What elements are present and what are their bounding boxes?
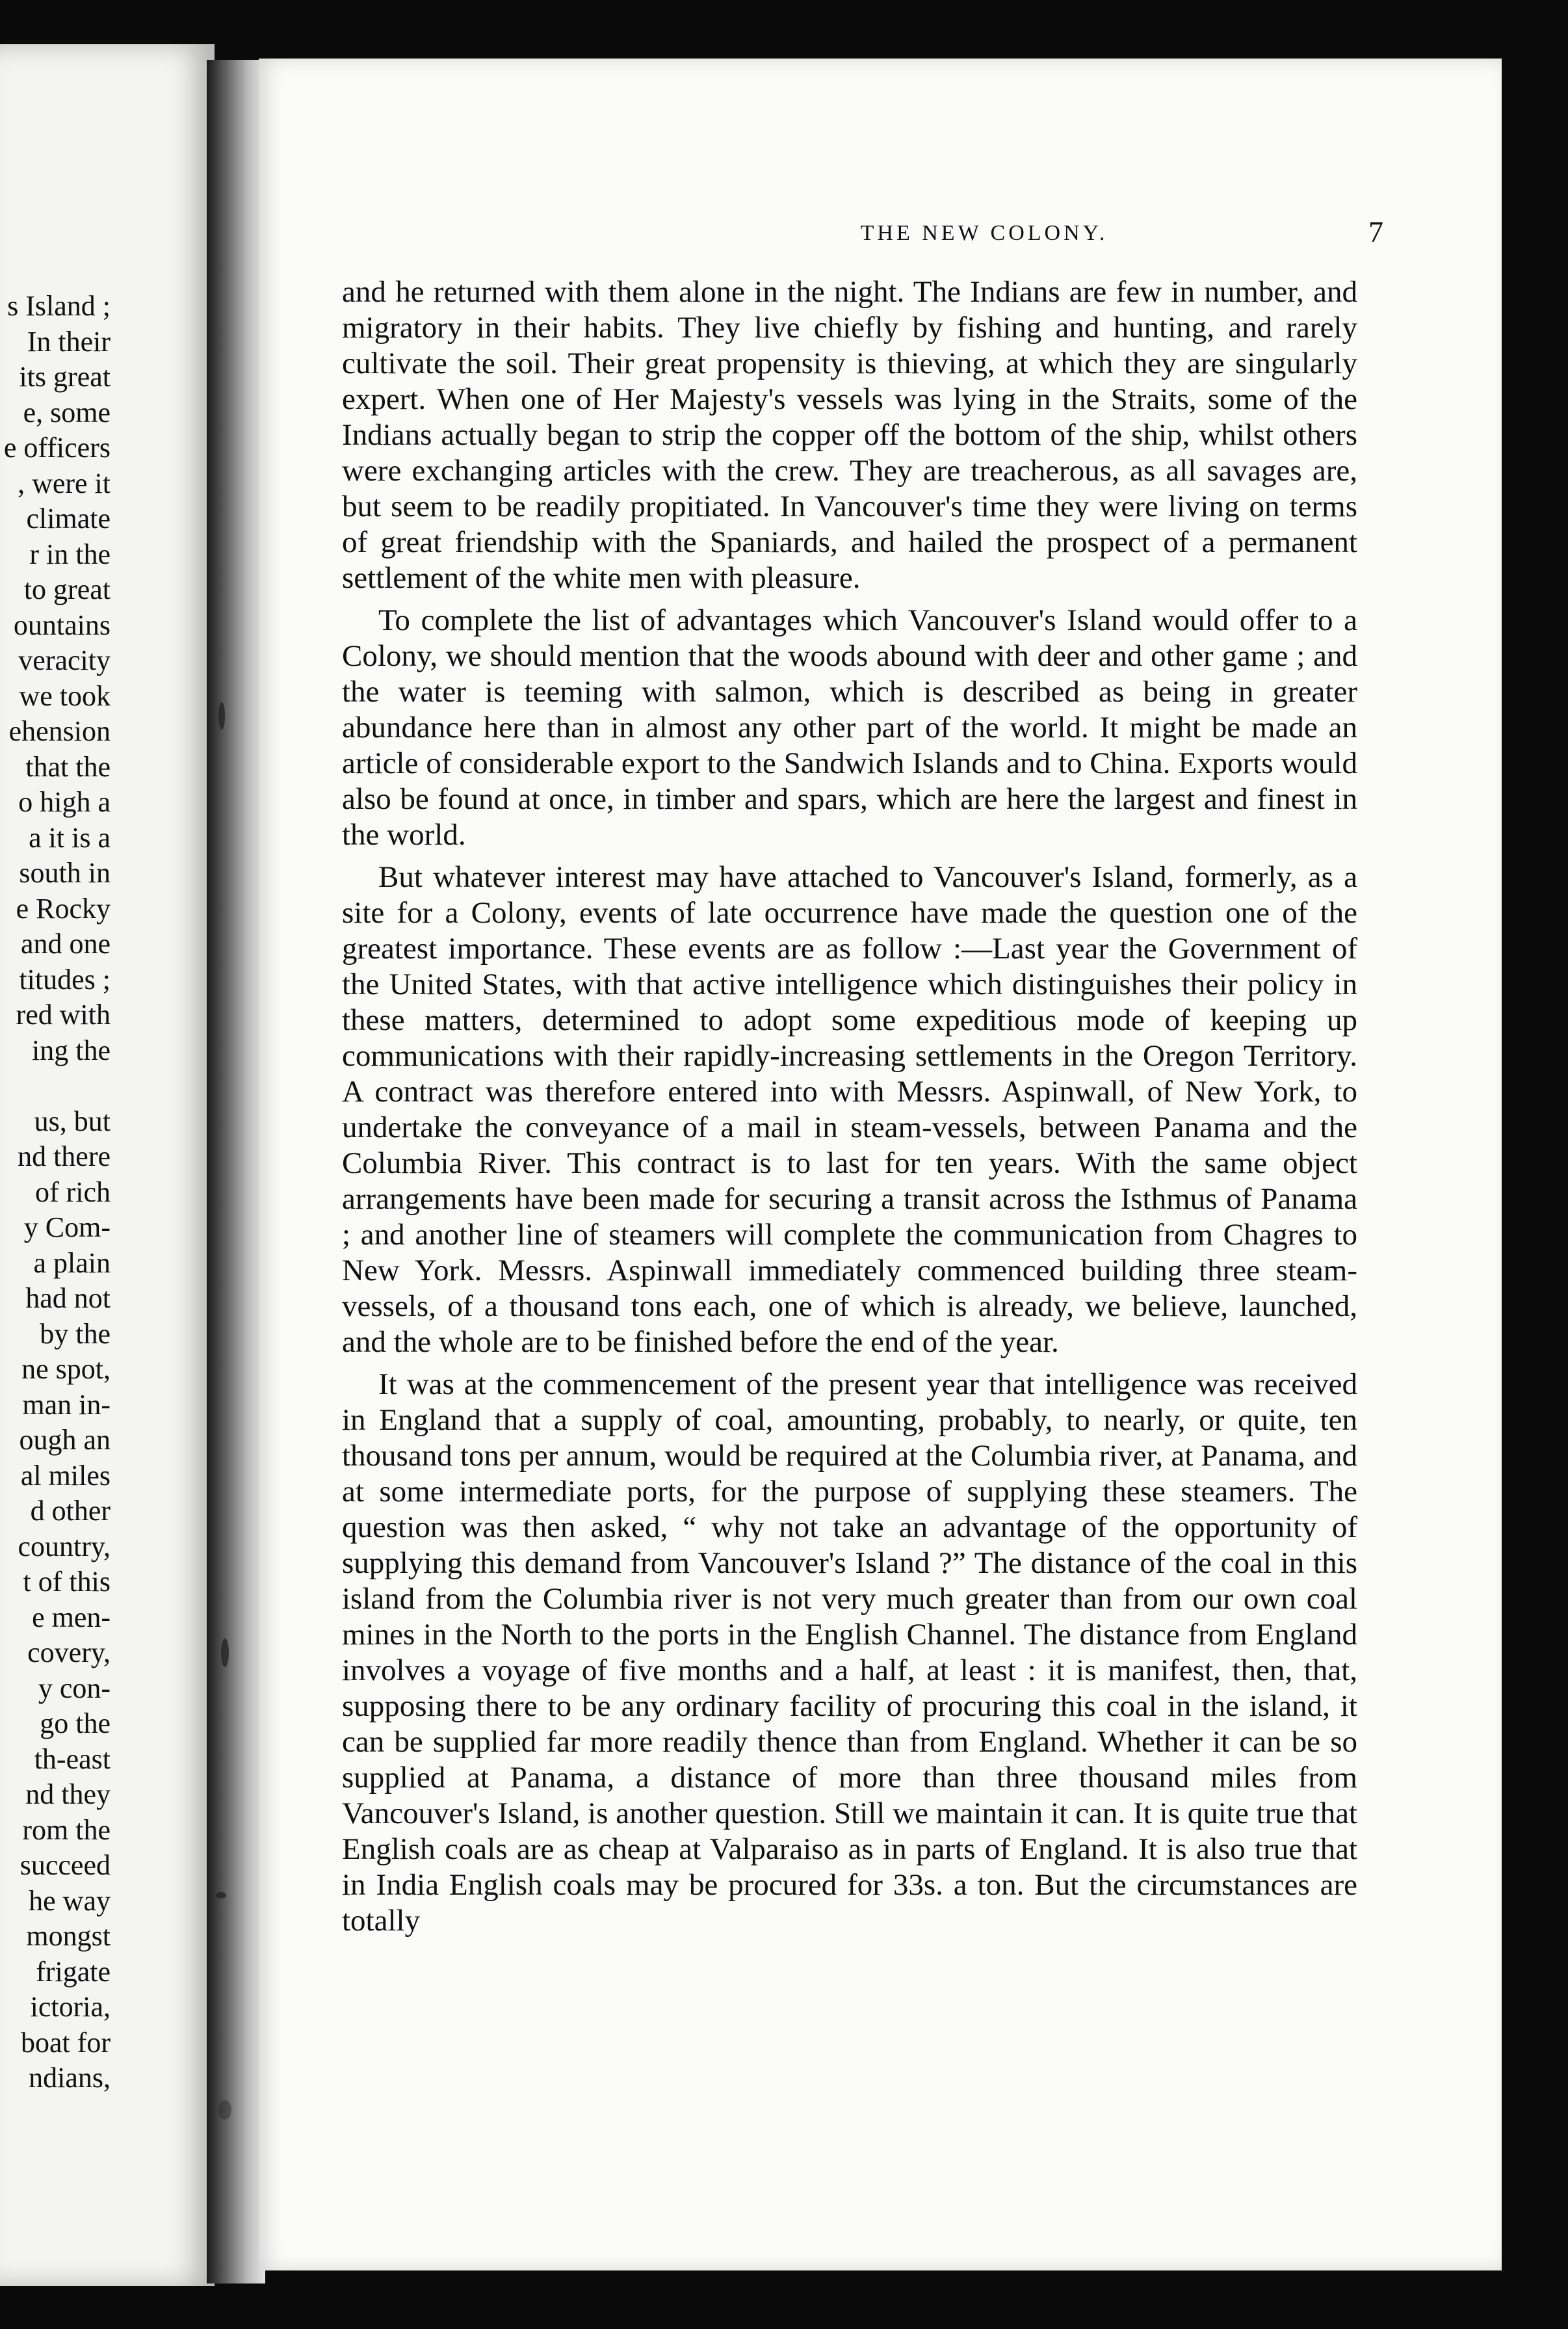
paragraph: It was at the commencement of the present year that intelligence was received in England that a supply of coal, amounting, probably, to nearly, or quite, ten thousand tons per annum, would be required at the Columbia river, at Panama, and at some intermediate ports, for the purpose of supplying these steamers. The question was then asked, “ why not take an advantage of the opportunity of supplying this demand from Vancouver's Island ?” The distance of the coal in this island from the Columbia river is not very much greater than from our own coal mines in the North to the ports in the English Channel. The distance from England involves a voyage of five months and a half, at least : it is manifest, then, that, supposing there to be any ordinary facility of procuring this coal in the island, it can be supplied far more readily thence than from England. Whether it can be so supplied at Panama, a distance of more than three thousand miles from Vancouver's Island, is another question. Still we maintain it can. It is quite true that English coals are as cheap at Valparaiso as in parts of England. It is also true that in India English coals may be procured for 33s. a ton. But the circumstances are totally [342,1367,1357,1938]
facing-page-line: t of this [23,1566,111,1598]
facing-page-line: and one [20,928,111,960]
facing-page-line: d other [30,1495,111,1527]
paper-speck [216,1892,226,1899]
facing-page-line: e officers [3,432,111,464]
facing-page-line: e men- [32,1601,111,1633]
paragraph: To complete the list of advantages which Vancouver's Island would offer to a Colony, we should mention that the woods abound with deer and other game ; and the water is teeming with salmon, which is described as being in greater abundance here than in almost any other part of the world. It might be made an article of considerable export to the Sandwich Islands and to China. Exports would also be found at once, in timber and spars, which are here the largest and finest in the world. [342,603,1357,852]
facing-page-line: s Island ; [7,290,111,322]
facing-page-line: e, some [23,396,111,428]
page-number: 7 [1368,215,1383,248]
body-text [342,274,1357,1945]
facing-page-line: covery, [27,1637,111,1668]
book-gutter [207,60,265,2283]
paper-speck [218,702,225,730]
facing-page-line: a it is a [29,821,111,854]
facing-page-line: veracity [18,644,111,676]
facing-page-line: ehension [8,715,111,747]
facing-page-line: titudes ; [19,963,111,995]
facing-page-line: he way [29,1884,111,1917]
facing-page-line: o high a [18,786,111,818]
facing-page-line: al miles [20,1459,111,1492]
facing-page-line: ough an [19,1424,111,1456]
facing-page [0,44,215,2286]
facing-page-line: In their [27,325,111,358]
facing-page-line: ndians, [29,2062,111,2094]
facing-page-line: y con- [38,1672,111,1704]
facing-page-line: e Rocky [16,892,111,925]
book-page [259,59,1502,2270]
facing-page-line: ne spot, [21,1353,111,1385]
paragraph: and he returned with them alone in the night. The Indians are few in number, and migratory in their habits. They live chiefly by fishing and hunting, and rarely cultivate the soil. Their great propensity is thieving, at which they are singularly expert. When one of Her Majesty's vessels was lying in the Straits, some of the Indians actually began to strip the copper off the bottom of the ship, whilst others were exchanging articles with the crew. They are treacherous, as all savages are, but seem to be readily propitiated. In Vancouver's time they were living on terms of great friendship with the Spaniards, and hailed the prospect of a permanent settlement of the white men with pleasure. [342,275,1357,595]
facing-page-line: climate [26,503,111,534]
facing-page-line: ictoria, [30,1991,111,2023]
facing-page-line: man in- [22,1388,111,1421]
facing-page-line: nd there [18,1140,111,1172]
paper-speck [218,2100,231,2120]
facing-page-line: r in the [29,538,111,570]
facing-page-line: that the [25,750,111,783]
facing-page-line: ing the [32,1034,111,1066]
facing-page-line: country, [18,1530,111,1562]
facing-page-line: th-east [34,1743,111,1775]
facing-page-line [0,1068,111,1104]
facing-page-line: to great [23,573,111,605]
facing-page-line: go the [40,1707,111,1739]
facing-page-line: ountains [13,609,111,641]
facing-page-line: y Com- [23,1211,111,1243]
facing-page-line: by the [40,1317,111,1350]
facing-page-line: of rich [34,1176,111,1208]
facing-page-text [0,289,111,2096]
facing-page-line: succeed [20,1849,111,1881]
facing-page-line: we took [19,679,111,712]
facing-page-line: frigate [36,1955,111,1988]
facing-page-line: , were it [18,467,111,499]
facing-page-line: us, but [34,1105,111,1137]
paper-speck [221,1638,229,1667]
facing-page-line: south in [19,857,111,889]
facing-page-line: red with [16,999,111,1031]
facing-page-line: had not [25,1282,111,1314]
facing-page-line: boat for [20,2026,111,2059]
facing-page-line: its great [19,361,111,393]
running-head: THE NEW COLONY. [860,221,1108,245]
facing-page-line: nd they [25,1778,111,1810]
facing-page-line: mongst [26,1920,111,1952]
paragraph: But whatever interest may have attached to Vancouver's Island, formerly, as a site for a Colony, events of late occurrence have made the question one of the greatest importance. These events are as follow :—Last year the Government of the United States, with that active intelligence which distinguishes their policy in these matters, determined to adopt some expeditious mode of keeping up communications with their rapidly-increasing settlements in the Oregon Territory. A contract was therefore entered into with Messrs. Aspinwall, of New York, to undertake the conveyance of a mail in steam-vessels, between Panama and the Columbia River. This contract is to last for ten years. With the same object arrangements have been made for securing a transit across the Isthmus of Panama ; and another line of steamers will complete the communication from Chagres to New York. Messrs. Aspinwall immediately commenced building three steam-vessels, of a thousand tons each, one of which is already, we believe, launched, and the whole are to be finished before the end of the year. [342,860,1357,1359]
facing-page-line: a plain [33,1246,111,1279]
facing-page-line: rom the [22,1813,111,1846]
